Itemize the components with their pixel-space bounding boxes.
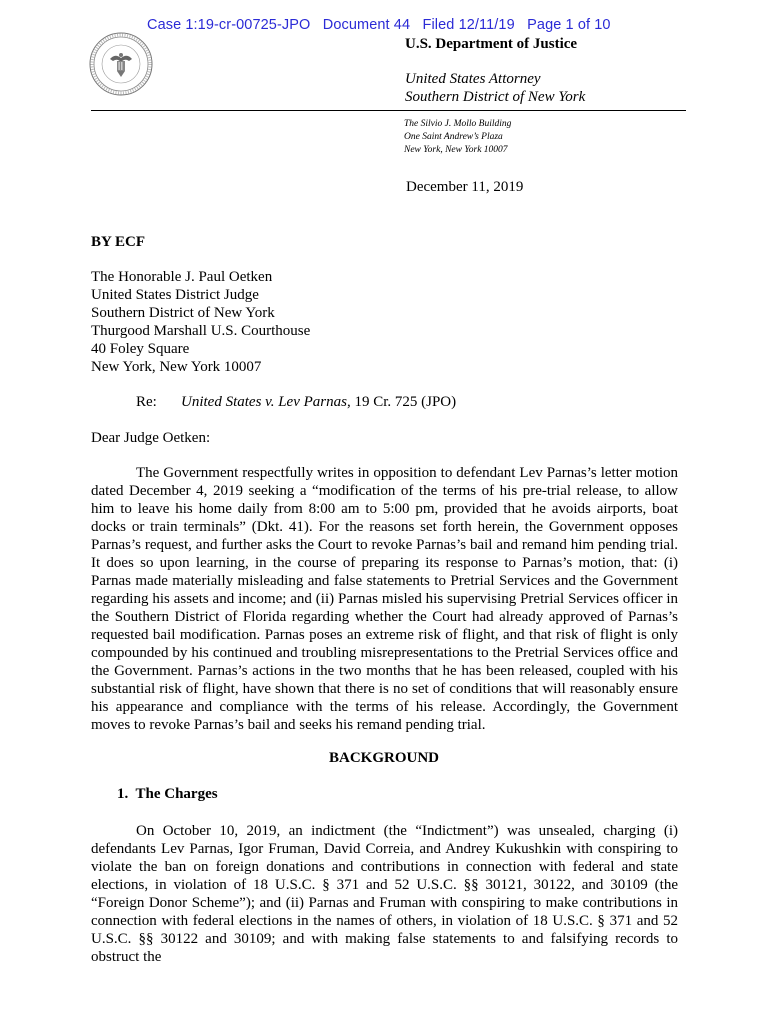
body-paragraph-intro: The Government respectfully writes in opposition to defendant Lev Parnas’s letter motion dated December 4, 2019 seeking a “modification of the terms of his pre-trial release, to allow him to leave his home daily from 8:00 am to 5:00 pm, provided that he avoids airports, boat docks or train terminals” (Dkt. 41). For the reasons set forth herein, the Government opposes Parnas’s request, and further asks the Court to revoke Parnas’s bail and remand him pending trial. It does so upon learning, in the course of preparing its response to Parnas’s motion, that: (i) Parnas made materially misleading and false statements to Pretrial Services and the Government regarding his assets and income; and (ii) Parnas misled his supervising Pretrial Services officer in the Southern District of Florida regarding whether the Court had already approved of Parnas’s requested bail modification. Parnas poses an extreme risk of flight, and that risk of flight is only compounded by his continued and troubling misrepresentations to the Pretrial Services office and the Government. Parnas’s actions in the two months that he has been released, coupled with his substantial risk of flight, have shown that there is no set of conditions that will reasonably ensure his appearance and compliance with the terms of his release. Accordingly, the Government moves to revoke Parnas’s bail and seeks his remand pending trial. (91, 465, 678, 733)
office-line-2: Southern District of New York (405, 89, 586, 105)
ecf-header-stamp (147, 17, 611, 33)
office-line-1: United States Attorney (405, 71, 541, 87)
address-line-1: The Silvio J. Mollo Building (404, 119, 512, 129)
address-line-3: New York, New York 10007 (404, 145, 508, 155)
filed-date: Filed 12/11/19 (422, 17, 515, 33)
department-name: U.S. Department of Justice (405, 36, 578, 52)
case-number: Case 1:19-cr-00725-JPO (147, 17, 311, 33)
recipient-line: Thurgood Marshall U.S. Courthouse (91, 323, 311, 339)
delivery-method: BY ECF (91, 234, 146, 250)
page-indicator: Page 1 of 10 (527, 17, 611, 33)
recipient-line: New York, New York 10007 (91, 359, 262, 375)
subsection-heading (117, 786, 218, 803)
office-name (405, 70, 585, 106)
recipient-line: Southern District of New York (91, 305, 275, 321)
salutation: Dear Judge Oetken: (91, 430, 211, 446)
address-line-2: One Saint Andrew’s Plaza (404, 132, 503, 142)
re-label: Re: (136, 394, 157, 410)
case-name: United States v. Lev Parnas (181, 394, 347, 410)
section-heading: BACKGROUND (328, 750, 439, 766)
recipient-line: The Honorable J. Paul Oetken (91, 269, 273, 285)
letterhead-divider (91, 110, 686, 111)
body-paragraph-charges: On October 10, 2019, an indictment (the “Indictment”) was unsealed, charging (i) defendants Lev Parnas, Igor Fruman, David Correia, and Andrey Kukushkin with conspiring to violate the ban on foreign donations and contributions in connection with federal and state elections, in violation of 18 U.S.C. § 371 and 52 U.S.C. §§ 30121, 30122, and 30109 (the “Foreign Donor Scheme”); and (ii) Parnas and Fruman with conspiring to make contributions in connection with federal elections in the names of others, in violation of 18 U.S.C. § 371 and 52 U.S.C. §§ 30122 and 30109; and with making false statements to and falsifying records to obstruct the (91, 823, 678, 965)
office-address (404, 118, 511, 157)
letter-date: December 11, 2019 (406, 179, 524, 195)
recipient-line: United States District Judge (91, 287, 259, 303)
recipient-line: 40 Foley Square (91, 341, 190, 357)
document-number: Document 44 (322, 17, 411, 33)
subsection-number: 1. (117, 786, 129, 802)
subsection-title: The Charges (135, 786, 218, 802)
recipient-block (91, 268, 310, 376)
department-of-justice-seal-icon (88, 31, 154, 97)
case-docket: , 19 Cr. 725 (JPO) (346, 394, 457, 410)
re-subject (181, 394, 456, 411)
